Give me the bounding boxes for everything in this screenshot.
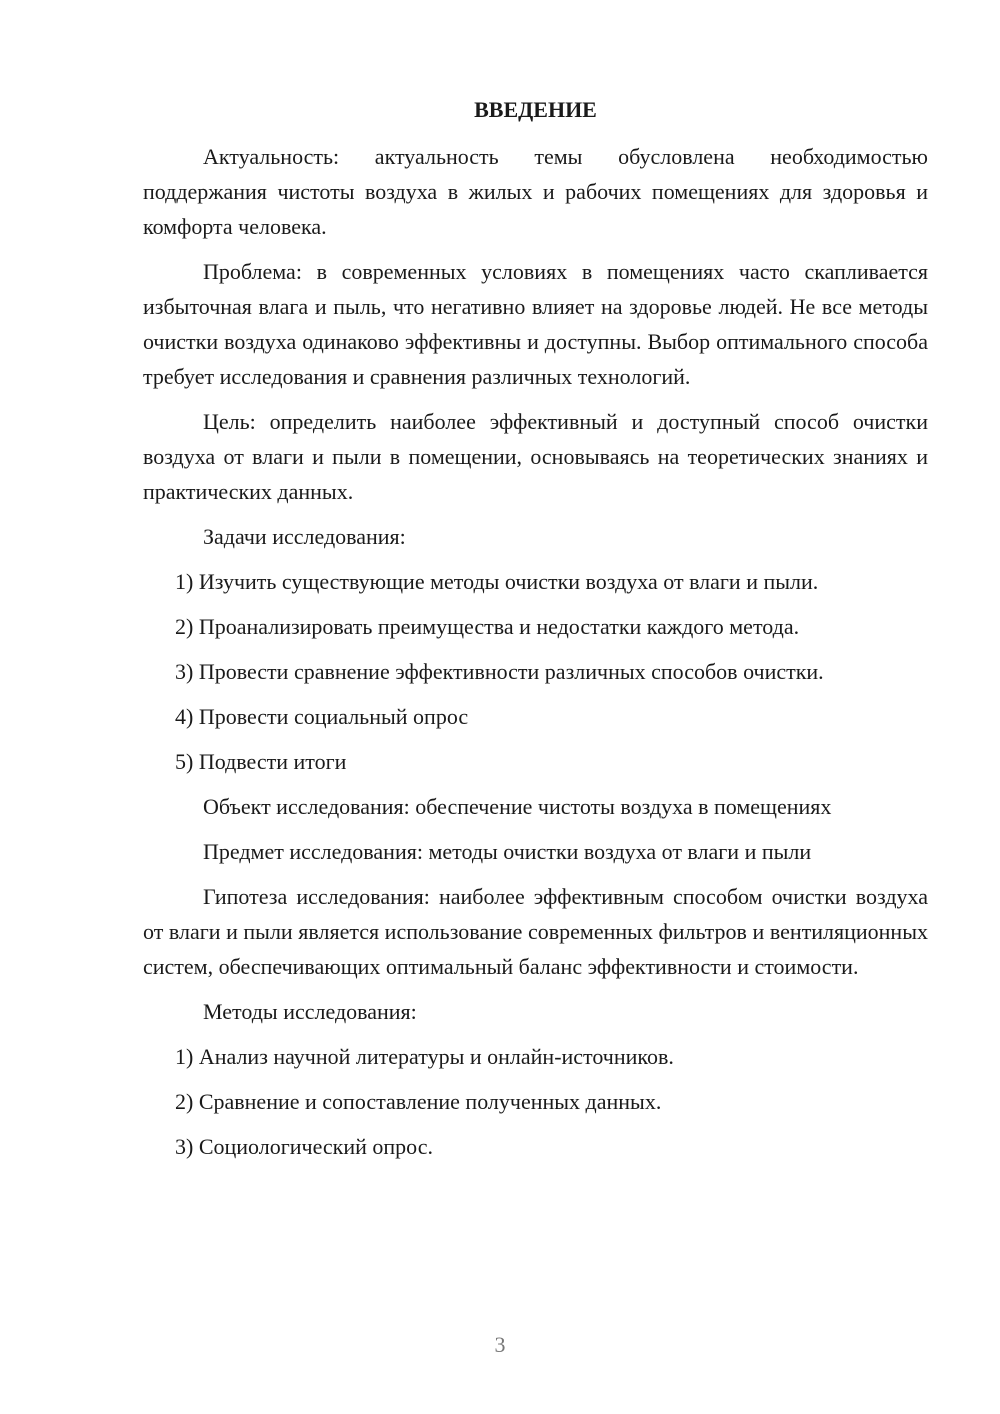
tasks-list [143, 564, 928, 779]
list-item: 2) Сравнение и сопоставление полученных данных. [175, 1089, 662, 1114]
list-item: 5) Подвести итоги [175, 749, 347, 774]
relevance-paragraph: Актуальность: актуальность темы обусловлена необходимостью поддержания чистоты воздуха в жилых и рабочих помещениях для здоровья и комфорта человека. [143, 144, 928, 239]
list-item: 2) Проанализировать преимущества и недостатки каждого метода. [175, 614, 800, 639]
list-item: 1) Изучить существующие методы очистки воздуха от влаги и пыли. [175, 569, 819, 594]
subject-line: Предмет исследования: методы очистки воздуха от влаги и пыли [203, 839, 812, 864]
hypothesis-paragraph: Гипотеза исследования: наиболее эффективным способом очистки воздуха от влаги и пыли является использование современных фильтров и вентиляционных систем, обеспечивающих оптимальный баланс эффективности и стоимости. [143, 884, 928, 979]
page-number: 3 [494, 1332, 506, 1357]
problem-paragraph: Проблема: в современных условиях в помещениях часто скапливается избыточная влага и пыль, что негативно влияет на здоровье людей. Не все методы очистки воздуха одинаково эффективны и доступны. Выбор оптимального способа требует исследования и сравнения различных технологий. [143, 259, 928, 389]
document-page [143, 92, 928, 1174]
list-item: 1) Анализ научной литературы и онлайн-источников. [175, 1044, 674, 1069]
goal-paragraph: Цель: определить наиболее эффективный и доступный способ очистки воздуха от влаги и пыли в помещении, основываясь на теоретических знаниях и практических данных. [143, 409, 928, 504]
list-item: 3) Провести сравнение эффективности различных способов очистки. [175, 659, 824, 684]
methods-heading: Методы исследования: [203, 999, 417, 1024]
page-title: ВВЕДЕНИЕ [474, 97, 597, 122]
object-line: Объект исследования: обеспечение чистоты воздуха в помещениях [203, 794, 832, 819]
tasks-heading: Задачи исследования: [203, 524, 406, 549]
methods-list [143, 1039, 928, 1164]
list-item: 4) Провести социальный опрос [175, 704, 469, 729]
list-item: 3) Социологический опрос. [175, 1134, 433, 1159]
